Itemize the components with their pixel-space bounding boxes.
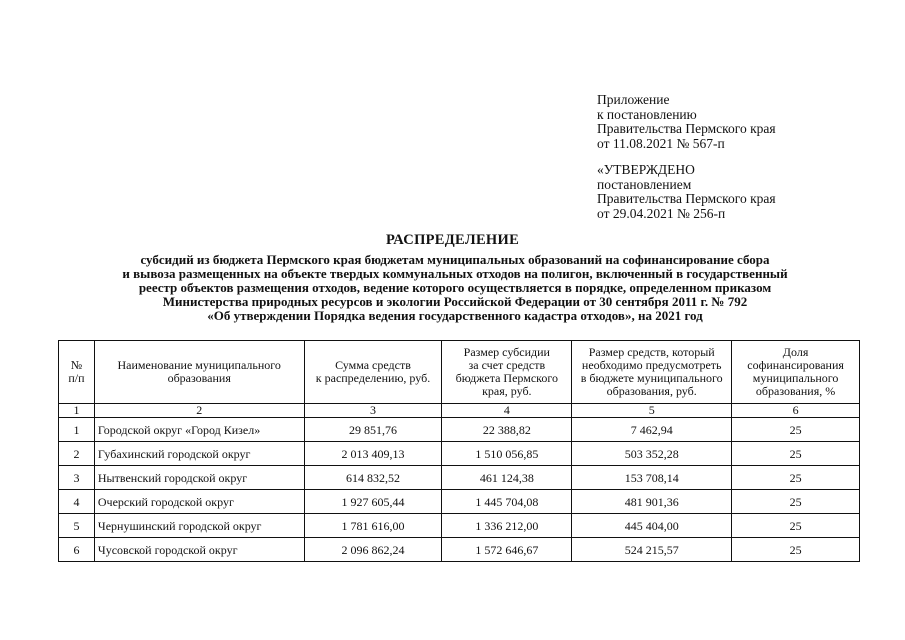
municipality-name: Городской округ «Город Кизел» <box>94 418 304 442</box>
total-sum: 2 096 862,24 <box>304 538 442 562</box>
municipal-amount: 481 901,36 <box>572 490 732 514</box>
distribution-table <box>58 340 860 562</box>
subtitle-line: Министерства природных ресурсов и экологии Российской Федерации от 30 сентября 2011 г. № 792 <box>162 294 748 309</box>
total-sum: 29 851,76 <box>304 418 442 442</box>
row-number: 6 <box>59 538 95 562</box>
municipal-amount: 153 708,14 <box>572 466 732 490</box>
total-sum: 1 927 605,44 <box>304 490 442 514</box>
header-text: Доля <box>782 345 809 359</box>
header-text: за счет средств <box>468 358 546 372</box>
approved-line: от 29.04.2021 № 256-п <box>597 205 726 221</box>
document-title: РАСПРЕДЕЛЕНИЕ <box>385 232 520 248</box>
table-row <box>59 442 860 466</box>
header-text: п/п <box>68 371 85 385</box>
header-municipal-funds <box>572 341 732 404</box>
header-row <box>59 341 860 404</box>
header-text: № <box>70 358 83 372</box>
column-number: 5 <box>572 404 732 418</box>
approved-line: Правительства Пермского края <box>597 191 776 206</box>
row-number: 5 <box>59 514 95 538</box>
document-subtitle <box>40 253 870 323</box>
appendix-line: Приложение <box>597 92 670 107</box>
municipal-amount: 524 215,57 <box>572 538 732 562</box>
header-text: бюджета Пермского <box>455 371 558 385</box>
subsidy-amount: 22 388,82 <box>442 418 572 442</box>
subtitle-line: субсидий из бюджета Пермского края бюджетам муниципальных образований на софинансирование сбора <box>140 252 770 267</box>
approved-line: постановлением <box>597 176 692 192</box>
header-text: края, руб. <box>482 384 532 398</box>
approved-block <box>597 163 776 221</box>
row-number: 2 <box>59 442 95 466</box>
municipality-name: Губахинский городской округ <box>94 442 304 466</box>
header-text: софинансирования <box>747 358 844 372</box>
municipal-amount: 445 404,00 <box>572 514 732 538</box>
municipality-name: Чусовской городской округ <box>94 538 304 562</box>
subtitle-line: и вывоза размещенных на объекте твердых коммунальных отходов на полигон, включенный в государственный <box>122 266 788 281</box>
appendix-block <box>597 93 776 151</box>
appendix-line: к постановлению <box>597 106 697 122</box>
subsidy-amount: 1 336 212,00 <box>442 514 572 538</box>
header-text: муниципального <box>752 371 839 385</box>
municipality-name: Очерский городской округ <box>94 490 304 514</box>
table-row <box>59 538 860 562</box>
subsidy-amount: 461 124,38 <box>442 466 572 490</box>
cofinancing-share: 25 <box>732 418 860 442</box>
header-number <box>59 341 95 404</box>
header-total-sum <box>304 341 442 404</box>
column-number: 2 <box>94 404 304 418</box>
subsidy-amount: 1 510 056,85 <box>442 442 572 466</box>
header-text: Сумма средств <box>335 358 411 372</box>
column-number: 1 <box>59 404 95 418</box>
cofinancing-share: 25 <box>732 514 860 538</box>
cofinancing-share: 25 <box>732 538 860 562</box>
column-number: 6 <box>732 404 860 418</box>
municipal-amount: 503 352,28 <box>572 442 732 466</box>
row-number: 3 <box>59 466 95 490</box>
table-row <box>59 514 860 538</box>
approved-line: «УТВЕРЖДЕНО <box>597 162 695 177</box>
row-number: 4 <box>59 490 95 514</box>
header-text: Размер субсидии <box>463 345 550 359</box>
column-number-row <box>59 404 860 418</box>
header-text: образования <box>167 371 231 385</box>
subsidy-amount: 1 445 704,08 <box>442 490 572 514</box>
header-text: образования, % <box>755 384 836 398</box>
cofinancing-share: 25 <box>732 490 860 514</box>
header-text: к распределению, руб. <box>315 371 431 385</box>
row-number: 1 <box>59 418 95 442</box>
appendix-line: от 11.08.2021 № 567-п <box>597 135 725 151</box>
appendix-line: Правительства Пермского края <box>597 121 776 136</box>
column-number: 4 <box>442 404 572 418</box>
municipal-amount: 7 462,94 <box>572 418 732 442</box>
total-sum: 2 013 409,13 <box>304 442 442 466</box>
header-text: необходимо предусмотреть <box>581 358 722 372</box>
cofinancing-share: 25 <box>732 442 860 466</box>
total-sum: 1 781 616,00 <box>304 514 442 538</box>
column-number: 3 <box>304 404 442 418</box>
header-text: Наименование муниципального <box>117 358 281 372</box>
header-text: Размер средств, который <box>588 345 715 359</box>
subtitle-line: реестр объектов размещения отходов, ведение которого осуществляется в порядке, определенном приказом <box>138 280 772 295</box>
header-municipality <box>94 341 304 404</box>
header-text: в бюджете муниципального <box>580 371 723 385</box>
header-text: образования, руб. <box>606 384 697 398</box>
header-subsidy <box>442 341 572 404</box>
table-row <box>59 418 860 442</box>
cofinancing-share: 25 <box>732 466 860 490</box>
table-row <box>59 490 860 514</box>
total-sum: 614 832,52 <box>304 466 442 490</box>
subtitle-line: «Об утверждении Порядка ведения государственного кадастра отходов», на 2021 год <box>207 308 703 323</box>
subsidy-amount: 1 572 646,67 <box>442 538 572 562</box>
municipality-name: Чернушинский городской округ <box>94 514 304 538</box>
header-cofinancing-share <box>732 341 860 404</box>
table-row <box>59 466 860 490</box>
municipality-name: Нытвенский городской округ <box>94 466 304 490</box>
